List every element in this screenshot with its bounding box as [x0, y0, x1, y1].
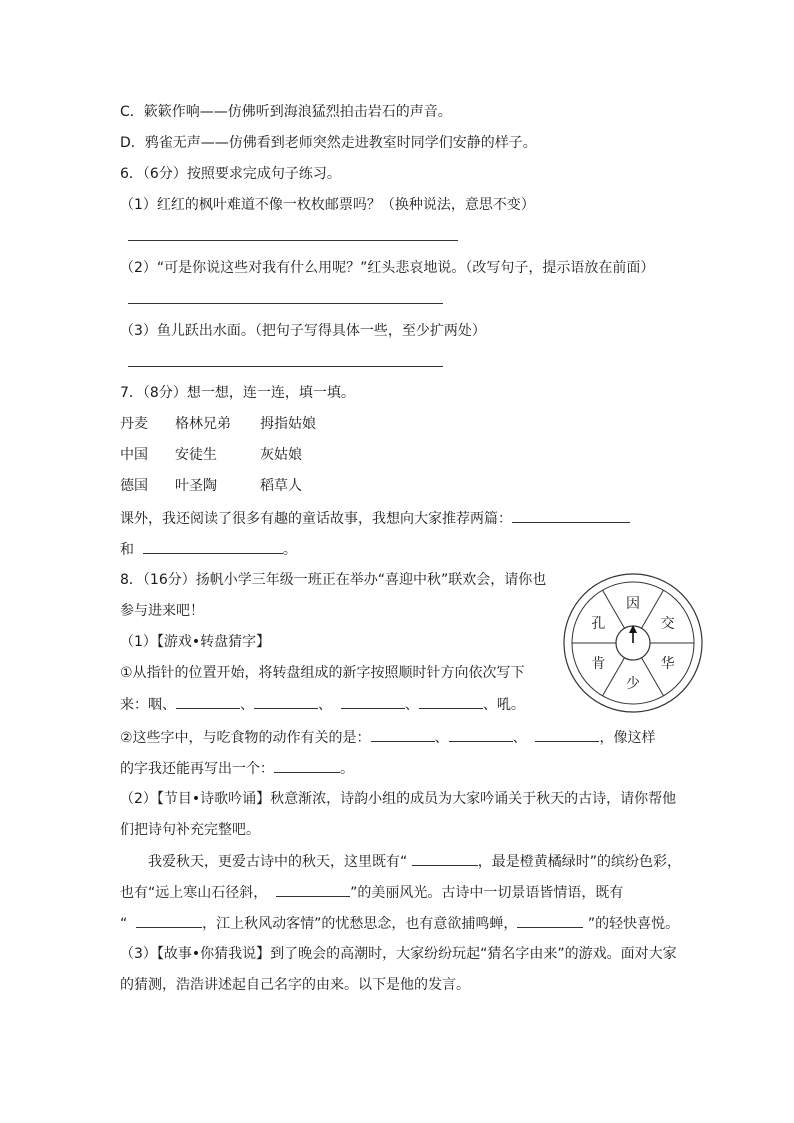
option-c: C．簌簌作响——仿佛听到海浪猛烈拍击岩石的声音。	[120, 104, 452, 120]
recommend-text: 课外，我还阅读了很多有趣的童话故事，我想向大家推荐两篇：	[120, 511, 512, 527]
question-6-heading: 6．（6分）按照要求完成句子练习。	[120, 166, 341, 182]
answer-line-2[interactable]	[128, 303, 443, 304]
eat-blank[interactable]	[535, 727, 599, 742]
recommend-blank-2[interactable]	[143, 539, 283, 554]
question-6-item-2: （2）“可是你说这些对我有什么用呢？”红头悲哀地说。（改写句子，提示语放在前面）	[120, 260, 655, 276]
country-cell[interactable]: 丹麦	[120, 416, 148, 432]
q2-line-2-text: 的字我还能再写出一个：	[120, 761, 274, 777]
wheel-segment-char: 少	[626, 676, 640, 692]
author-cell[interactable]: 叶圣陶	[175, 478, 217, 494]
recommend-line-2	[120, 539, 297, 560]
separator: 、	[404, 697, 419, 713]
question-6-item-1: （1）红红的枫叶难道不像一枚枚邮票吗？（换种说法，意思不变）	[120, 197, 535, 213]
poem-blank-3[interactable]	[136, 913, 202, 928]
character-wheel	[562, 572, 704, 714]
poem-blank-2[interactable]	[276, 882, 350, 897]
wheel-segment-char: 肯	[591, 656, 606, 672]
period: 。	[340, 761, 354, 777]
q2-start: ②这些字中，与吃食物的动作有关的是：	[120, 730, 371, 746]
part-1-question-2-line-2	[120, 758, 354, 779]
wheel-segment-char: 因	[626, 596, 640, 612]
poem-blank-1[interactable]	[412, 851, 478, 866]
answer-end: 、吼。	[482, 697, 525, 713]
poem-line-1	[148, 851, 681, 872]
recommend-blank-1[interactable]	[512, 508, 630, 523]
poem-line-2	[120, 882, 623, 903]
question-7-heading: 7．（8分）想一想，连一连，填一填。	[120, 385, 355, 401]
wheel-spoke	[603, 658, 625, 696]
separator: 、	[318, 697, 332, 713]
poem-text: 也有“远上寒山石径斜，	[120, 885, 268, 901]
answer-line-3[interactable]	[128, 366, 443, 367]
poem-text: 我爱秋天，更爱古诗中的秋天，这里既有“	[148, 854, 408, 870]
poem-text: “	[120, 916, 128, 932]
question-8-heading-line-2: 参与进来吧！	[120, 603, 204, 619]
part-1-title: （1）【游戏•转盘猜字】	[120, 634, 271, 650]
eat-blank[interactable]	[371, 727, 435, 742]
wheel-segment-char: 华	[660, 656, 675, 672]
author-cell[interactable]: 安徒生	[175, 447, 217, 463]
poem-blank-4[interactable]	[517, 913, 583, 928]
question-8-heading-line-1: 8．（16分）扬帆小学三年级一班正在举办“喜迎中秋”联欢会，请你也	[120, 572, 547, 588]
char-blank[interactable]	[176, 694, 240, 709]
wheel-spoke	[603, 590, 625, 628]
separator: 、	[240, 697, 254, 713]
part-2-line-1: （2）【节目•诗歌吟诵】秋意渐浓，诗韵小组的成员为大家吟诵关于秋天的古诗，请你帮他	[120, 791, 677, 807]
story-cell[interactable]: 稻草人	[260, 478, 302, 494]
char-blank[interactable]	[254, 694, 318, 709]
part-3-line-2: 的猜测，浩浩讲述起自己名字的由来。以下是他的发言。	[120, 977, 470, 993]
option-d: D．鸦雀无声——仿佛看到老师突然走进教室时同学们安静的样子。	[120, 135, 537, 151]
story-cell[interactable]: 拇指姑娘	[260, 416, 316, 432]
wheel-segment-char: 交	[660, 616, 675, 632]
q2-mid: ，像这样	[599, 730, 656, 746]
answer-start: 来：咽、	[120, 697, 176, 713]
story-cell[interactable]: 灰姑娘	[260, 447, 302, 463]
part-3-line-1: （3）【故事•你猜我说】到了晚会的高潮时，大家纷纷玩起“猜名字由来”的游戏。面对大家	[120, 946, 677, 962]
part-2-line-2: 们把诗句补充完整吧。	[120, 822, 260, 838]
recommend-line	[120, 508, 630, 529]
poem-text: ”的轻快喜悦。	[587, 916, 680, 932]
answer-line-1[interactable]	[128, 240, 458, 241]
eat-blank[interactable]	[449, 727, 513, 742]
poem-text: ，江上秋风动客情”的忧愁思念，也有意欲捕鸣蝉，	[202, 916, 518, 932]
country-cell[interactable]: 德国	[120, 478, 148, 494]
poem-text: ，最是橙黄橘绿时”的缤纷色彩，	[477, 854, 681, 870]
separator: 、	[434, 730, 449, 746]
poem-text: ”的美丽风光。古诗中一切景语皆情语，既有	[350, 885, 624, 901]
separator: 、	[512, 730, 527, 746]
end-mark: 。	[282, 542, 297, 558]
char-blank[interactable]	[419, 694, 483, 709]
country-cell[interactable]: 中国	[120, 447, 148, 463]
poem-line-3	[120, 913, 679, 934]
question-6-item-3: （3）鱼儿跃出水面。（把句子写得具体一些，至少扩两处）	[120, 323, 486, 339]
part-1-question-2	[120, 727, 655, 748]
part-1-answer-line	[120, 694, 525, 715]
part-1-instruction: ①从指针的位置开始，将转盘组成的新字按照顺时针方向依次写下	[120, 665, 525, 681]
author-cell[interactable]: 格林兄弟	[175, 416, 231, 432]
extra-char-blank[interactable]	[274, 758, 340, 773]
and-label: 和	[120, 542, 134, 558]
wheel-segment-char: 孔	[591, 616, 606, 632]
char-blank[interactable]	[341, 694, 405, 709]
